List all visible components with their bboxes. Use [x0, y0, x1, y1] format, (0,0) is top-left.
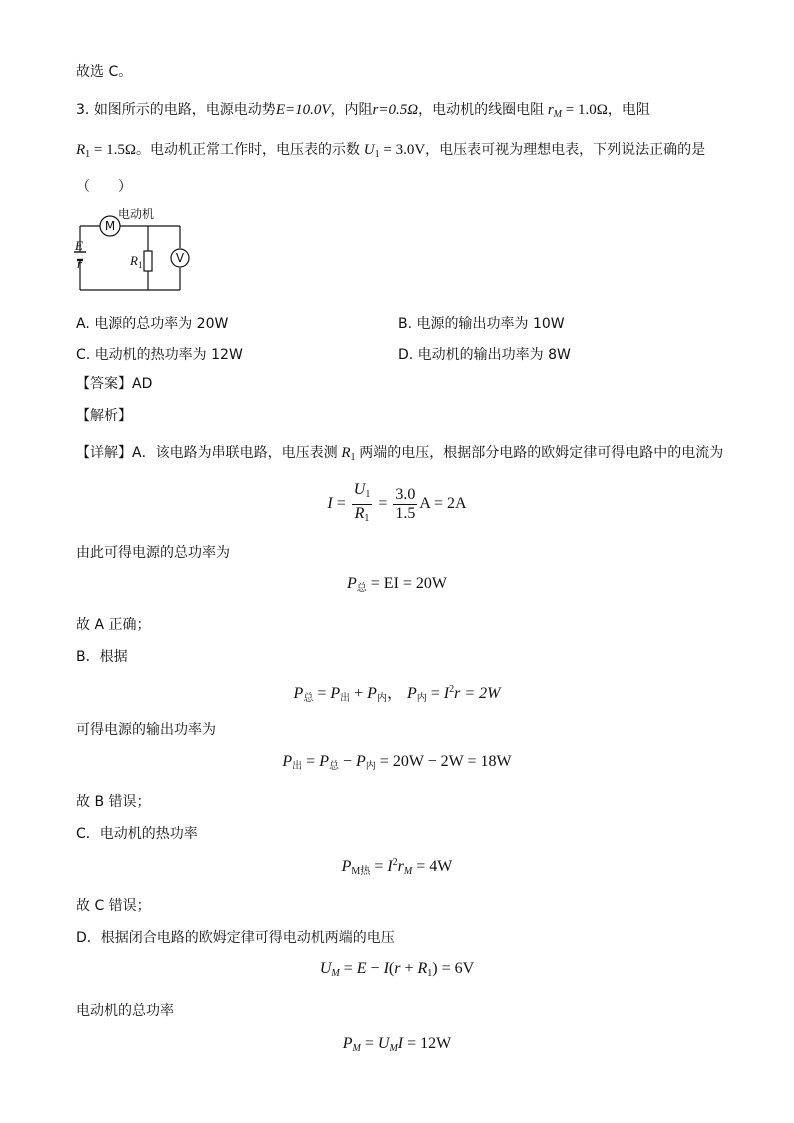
question-text-1a: 如图所示的电路，电源电动势 [93, 102, 276, 118]
question-line-1 [76, 100, 650, 125]
output-power-intro: 可得电源的输出功率为 [76, 722, 216, 738]
coil-resistance-symbol: $r_M$ [544, 102, 563, 120]
detail-a-tail: 两端的电压，根据部分电路的欧姆定律可得电路中的电流为 [359, 445, 724, 461]
option-a: A. 电源的总功率为 20W [76, 316, 229, 332]
formula-motor-power: $P_M = U_MI = 12W$ [342, 1035, 452, 1054]
emf-value: E=10.0V [275, 102, 331, 118]
total-power-intro: 由此可得电源的总功率为 [76, 545, 230, 561]
question-text-1b: ，内阻 [330, 102, 373, 118]
question-text-2a: 。电动机正常工作时，电压表的示数 [136, 142, 361, 158]
coil-resistance-value: = 1.0Ω [565, 102, 608, 118]
r1-inline-symbol: $R_1$ [337, 445, 356, 463]
option-b: B. 电源的输出功率为 10W [398, 316, 565, 332]
fraction-values: $\frac{3.0}{1.5}$ [395, 486, 416, 522]
resistor-label: $R_1$ [130, 253, 143, 270]
question-line-2 [76, 140, 705, 165]
detail-c-conclusion: 故 C 错误； [76, 898, 151, 914]
question-text-1c: ，电动机的线圈电阻 [418, 102, 545, 118]
r1-value: = 1.5Ω [93, 142, 137, 158]
option-d: D. 电动机的输出功率为 8W [398, 347, 571, 363]
u1-value: = 3.0V [383, 142, 426, 158]
internal-resistance-value: r=0.5Ω [372, 102, 419, 118]
internal-r-label: r [77, 256, 83, 271]
question-text-2b: ，电压表可视为理想电表，下列说法正确的是 [425, 142, 706, 158]
answer-line: 【答案】AD [76, 376, 153, 392]
u1-symbol: $U_1$ [360, 142, 380, 160]
r1-symbol: $R_1$ [76, 142, 91, 160]
formula-heat-power: $P_{M热} = I^2r_M = 4W$ [341, 857, 453, 877]
detail-a-line [76, 443, 723, 468]
circuit-diagram [72, 208, 202, 294]
detail-b-conclusion: 故 B 错误； [76, 794, 151, 810]
resistor-icon [144, 251, 152, 271]
detail-d-head: D．根据闭合电路的欧姆定律可得电动机两端的电压 [76, 930, 395, 946]
question-number: 3. [76, 102, 90, 118]
detail-b-head: B．根据 [76, 649, 128, 665]
answer-paren: （ ） [76, 179, 132, 195]
formula-power-balance: $P_总 = P_出 + P_内$， $P_内 = I^2r = 2W$ [293, 684, 501, 704]
motor-label: 电动机 [118, 208, 155, 221]
detail-a-head: 【详解】A．该电路为串联电路，电压表测 [76, 445, 338, 461]
fraction-u1-r1: $\frac{U_1}{R_1}$ [353, 481, 371, 524]
motor-total-power-intro: 电动机的总功率 [76, 1003, 174, 1019]
formula-output-power: $P_出 = P_总 - P_内 = 20W - 2W = 18W$ [282, 753, 512, 772]
motor-symbol: M [104, 219, 116, 233]
emf-label: E [75, 238, 83, 253]
formula-current: I = $\frac{U_1}{R_1}$ = $\frac{3.0}{1.5}$ A = 2A [0, 481, 794, 528]
detail-a-conclusion: 故 A 正确； [76, 617, 151, 633]
formula-motor-voltage: $U_M = E - I(r + R_1) = 6V$ [319, 960, 475, 979]
intro-text: 故选 C。 [76, 64, 133, 80]
voltmeter-symbol: V [175, 251, 185, 265]
analysis-heading: 【解析】 [76, 408, 132, 424]
detail-c-head: C．电动机的热功率 [76, 826, 198, 842]
option-c: C. 电动机的热功率为 12W [76, 347, 243, 363]
question-text-1d: ，电阻 [607, 102, 650, 118]
formula-total-power: $P_总$ = EI = 20W [346, 575, 448, 594]
